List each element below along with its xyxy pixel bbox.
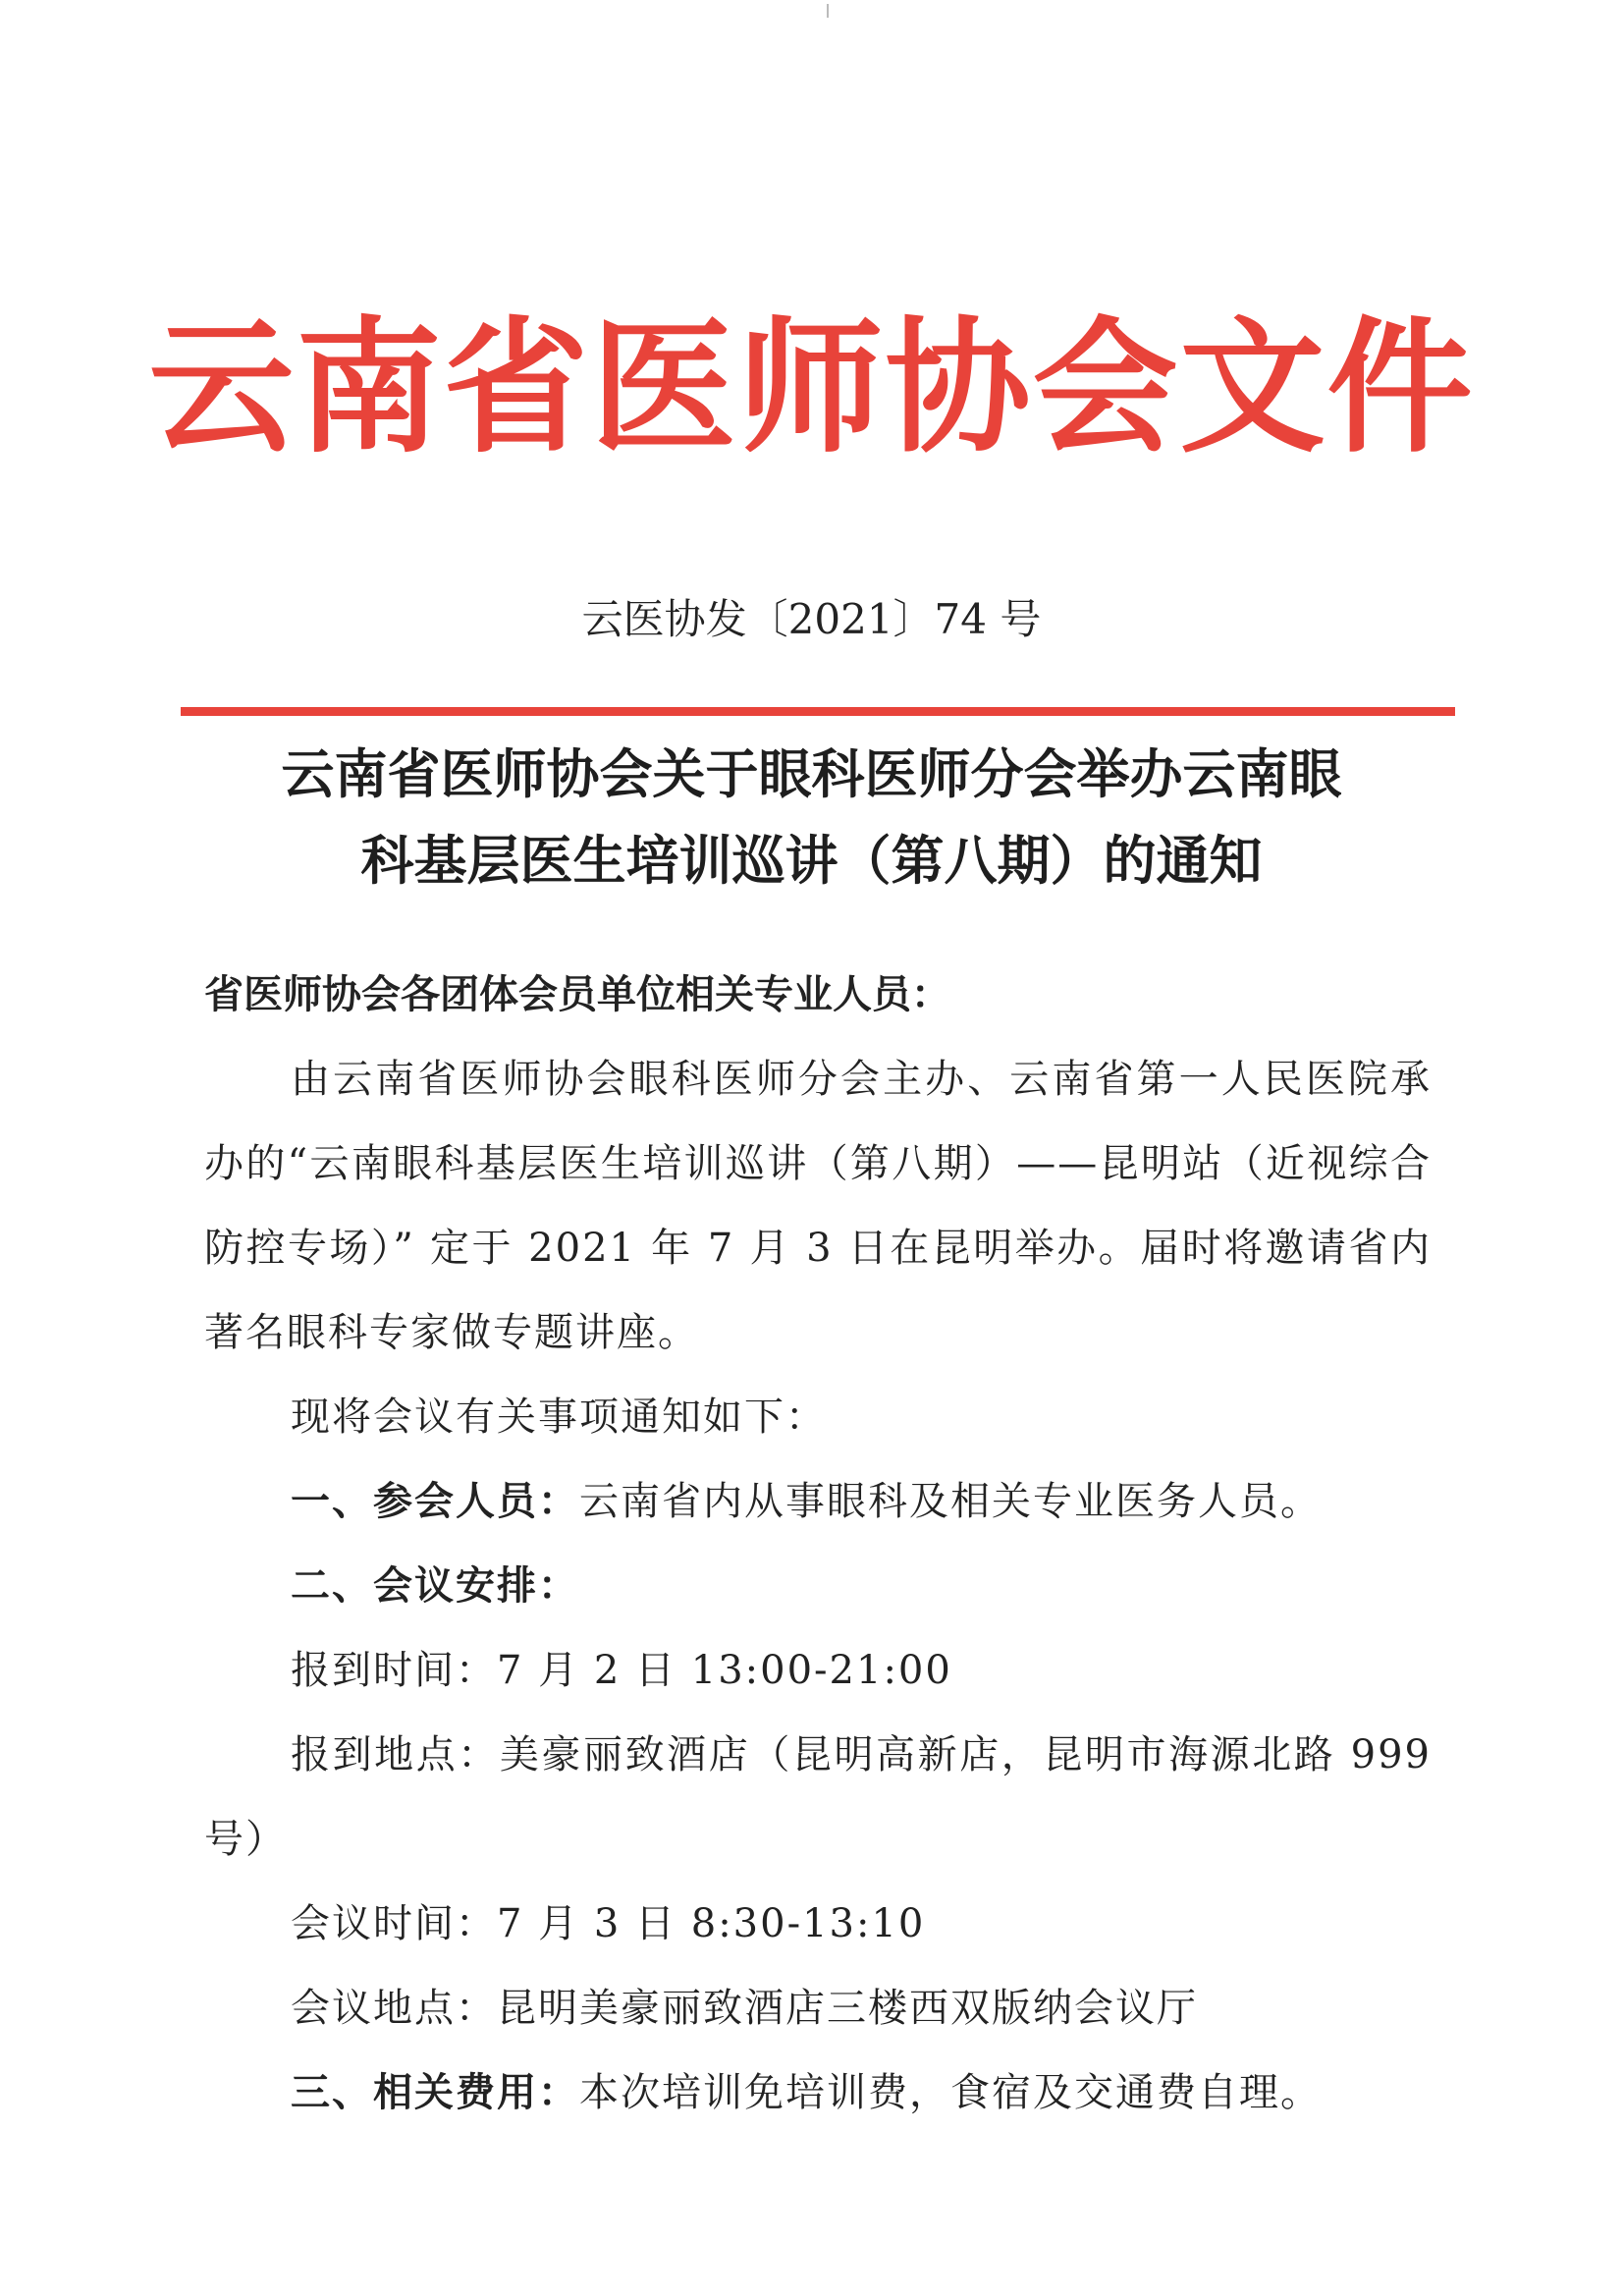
section-fees-label: 三、相关费用： [291, 2070, 579, 2115]
salutation: 省医师协会各团体会员单位相关专业人员： [204, 972, 950, 1017]
section-fees-text: 本次培训免培训费，食宿及交通费自理。 [579, 2070, 1322, 2115]
masthead-title: 云南省医师协会文件 [148, 301, 1475, 472]
meeting-time: 会议时间：7 月 3 日 8:30-13:10 [291, 1901, 926, 1946]
checkin-time: 报到时间：7 月 2 日 13:00-21:00 [291, 1648, 952, 1693]
section-fees [204, 2050, 1432, 2135]
notice-title-line-2: 科基层医生培训巡讲（第八期）的通知 [360, 830, 1263, 892]
section-attendees-text: 云南省内从事眼科及相关专业医务人员。 [579, 1479, 1322, 1524]
document-number: 云医协发〔2021〕74 号 [581, 595, 1042, 643]
section-attendees [204, 1459, 1432, 1544]
intro-paragraph: 由云南省医师协会眼科医师分会主办、云南省第一人民医院承办的“云南眼科基层医生培训巡讲（第八期）——昆明站（近视综合防控专场）” 定于 2021 年 7 月 3 日在昆明举办。届时将邀请省内著名眼科专家做专题讲座。 [204, 1057, 1432, 1355]
red-divider-line [181, 707, 1455, 716]
notice-title-line-1: 云南省医师协会关于眼科医师分会举办云南眼 [281, 743, 1342, 805]
notice-title [0, 732, 1623, 904]
notice-lead: 现将会议有关事项通知如下： [291, 1394, 827, 1440]
meeting-place: 会议地点：昆明美豪丽致酒店三楼西双版纳会议厅 [291, 1986, 1198, 2031]
checkin-place: 报到地点：美豪丽致酒店（昆明高新店，昆明市海源北路 999 号） [204, 1732, 1432, 1862]
scan-mark [827, 4, 829, 18]
notice-body [204, 953, 1432, 2135]
section-arrangement-label: 二、会议安排： [291, 1563, 579, 1609]
section-attendees-label: 一、参会人员： [291, 1479, 579, 1524]
